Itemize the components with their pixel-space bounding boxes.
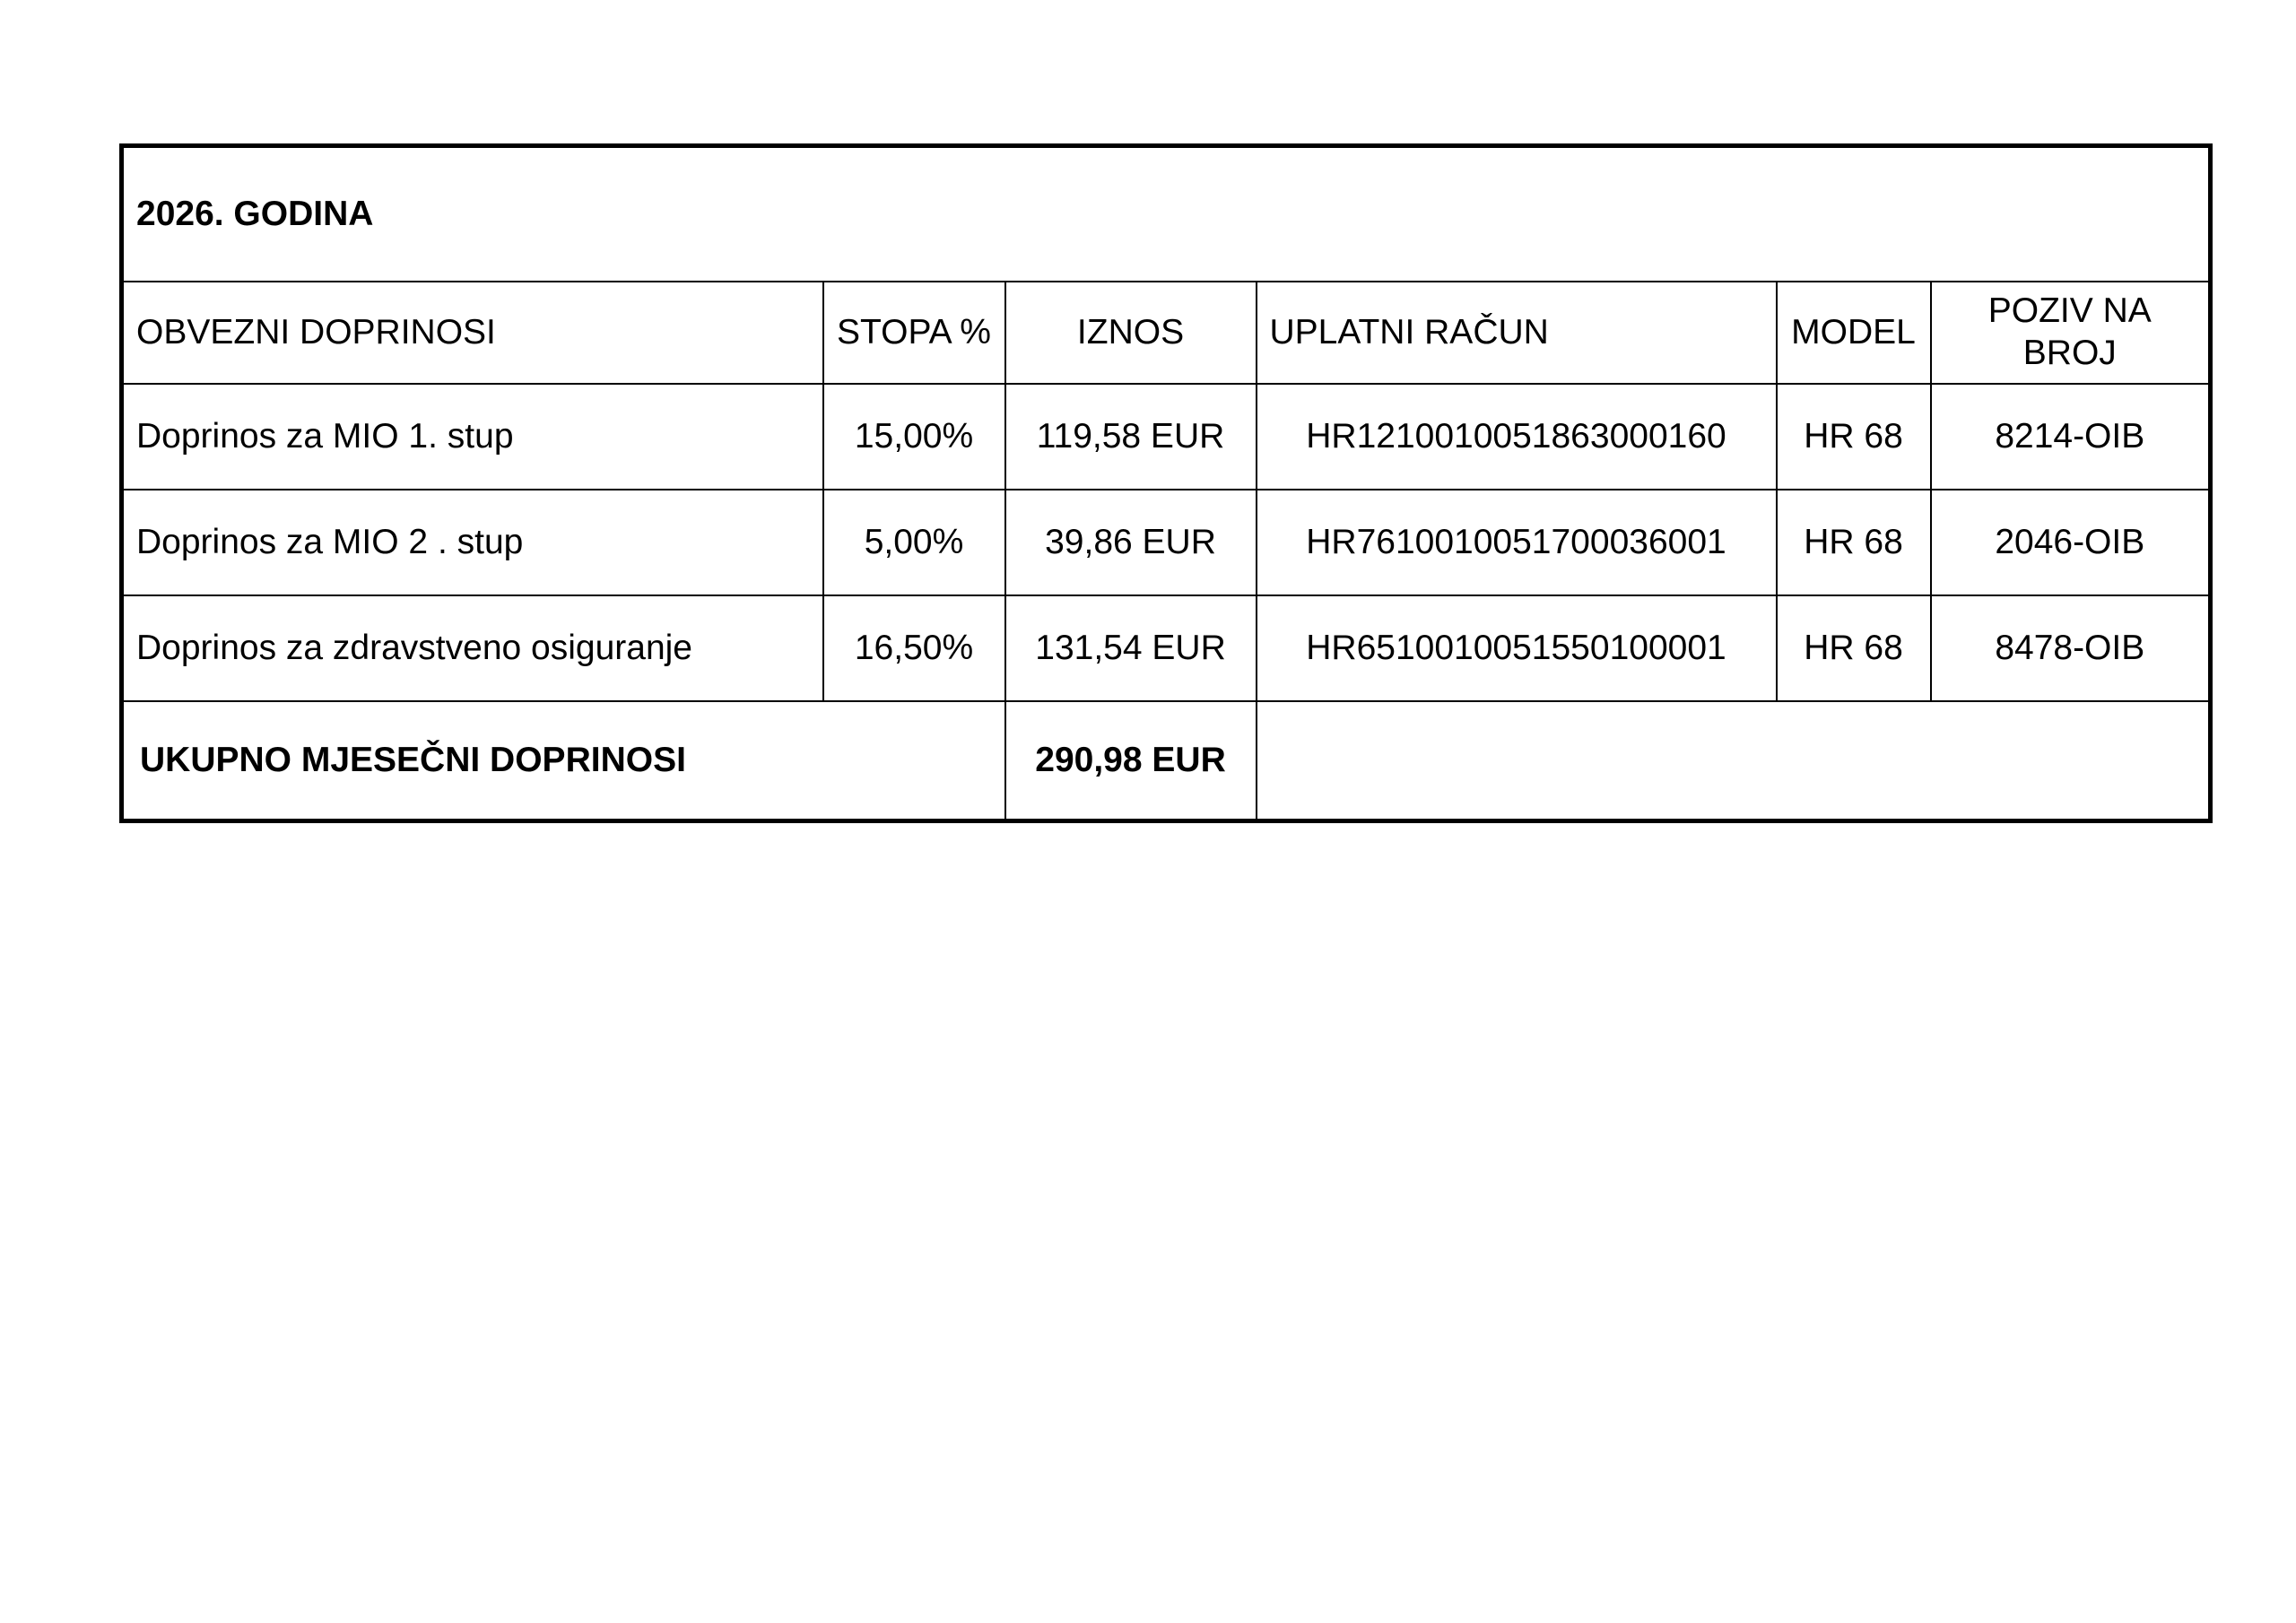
cell-rate: 15,00% — [823, 384, 1005, 490]
cell-contribution-name: Doprinos za MIO 1. stup — [122, 384, 823, 490]
column-header-poziv-na-broj: POZIV NA BROJ — [1931, 282, 2211, 384]
total-empty-cell — [1257, 701, 2211, 821]
cell-amount: 119,58 EUR — [1005, 384, 1257, 490]
contributions-table-container — [119, 143, 2208, 823]
cell-reference: 2046-OIB — [1931, 490, 2211, 595]
column-header-obvezni-doprinosi: OBVEZNI DOPRINOSI — [122, 282, 823, 384]
page-title: 2026. GODINA — [122, 146, 2211, 282]
table-header-row — [122, 282, 2211, 384]
cell-amount: 39,86 EUR — [1005, 490, 1257, 595]
cell-rate: 5,00% — [823, 490, 1005, 595]
table-title-row — [122, 146, 2211, 282]
cell-account: HR1210010051863000160 — [1257, 384, 1777, 490]
table-row — [122, 384, 2211, 490]
column-header-model: MODEL — [1777, 282, 1931, 384]
column-header-stopa: STOPA % — [823, 282, 1005, 384]
cell-contribution-name: Doprinos za MIO 2 . stup — [122, 490, 823, 595]
table-row — [122, 595, 2211, 701]
cell-account: HR6510010051550100001 — [1257, 595, 1777, 701]
cell-rate: 16,50% — [823, 595, 1005, 701]
cell-model: HR 68 — [1777, 595, 1931, 701]
total-amount: 290,98 EUR — [1005, 701, 1257, 821]
cell-contribution-name: Doprinos za zdravstveno osiguranje — [122, 595, 823, 701]
column-header-uplatni-racun: UPLATNI RAČUN — [1257, 282, 1777, 384]
cell-reference: 8214-OIB — [1931, 384, 2211, 490]
cell-account: HR7610010051700036001 — [1257, 490, 1777, 595]
cell-amount: 131,54 EUR — [1005, 595, 1257, 701]
cell-model: HR 68 — [1777, 490, 1931, 595]
column-header-iznos: IZNOS — [1005, 282, 1257, 384]
contributions-table — [119, 143, 2213, 823]
table-row — [122, 490, 2211, 595]
cell-model: HR 68 — [1777, 384, 1931, 490]
cell-reference: 8478-OIB — [1931, 595, 2211, 701]
table-total-row — [122, 701, 2211, 821]
total-label: UKUPNO MJESEČNI DOPRINOSI — [122, 701, 1005, 821]
